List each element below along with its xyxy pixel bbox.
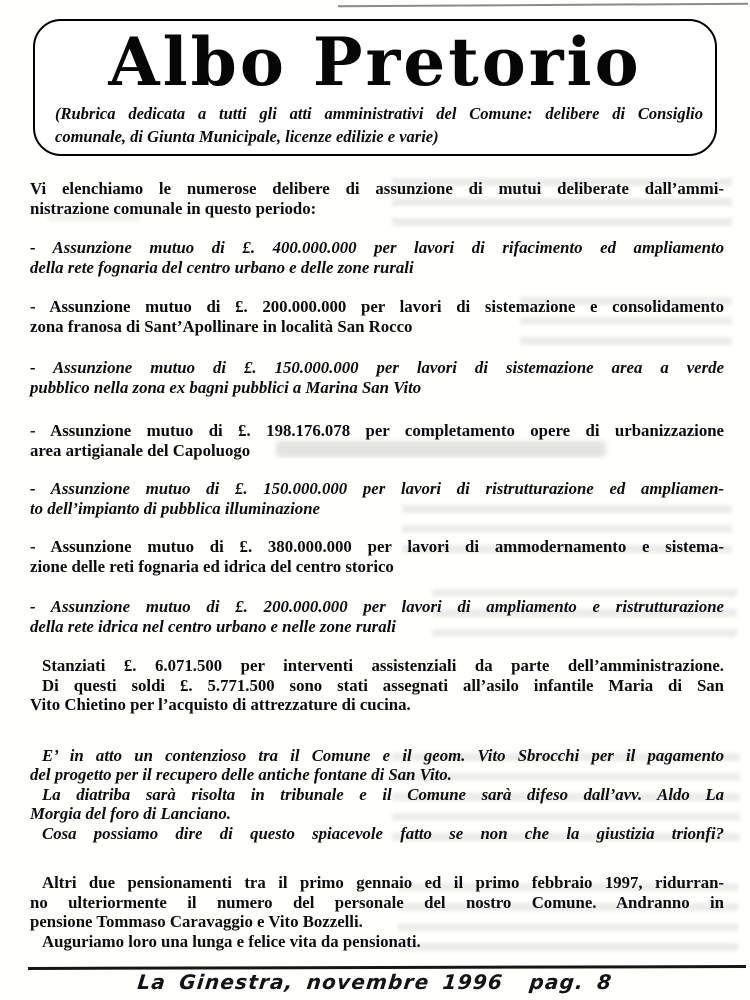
page-title: Albo Pretorio [108, 23, 642, 101]
text-line: - Assunzione mutuo di £. 150.000.000 per lavori di sistemazione area a verde [30, 358, 724, 377]
text-line: Vito Chietino per l’acquisto di attrezzature di cucina. [30, 695, 411, 714]
paragraph-pensionamenti [30, 873, 724, 951]
paragraph-mutuo-centro-storico [30, 537, 724, 576]
text-line: - Assunzione mutuo di £. 150.000.000 per lavori di ristrutturazione ed ampliamen- [30, 479, 724, 498]
footer-rule [28, 965, 746, 969]
text-line: zona franosa di Sant’Apollinare in località San Rocco [30, 316, 413, 336]
text-line: della rete fognaria del centro urbano e delle zone rurali [30, 257, 414, 277]
text-line: (Rubrica dedicata a tutti gli atti amministrativi del Comune: delibere di Consiglio [55, 104, 703, 123]
text-line: - Assunzione mutuo di £. 400.000.000 per lavori di rifacimento ed ampliamento [30, 238, 724, 257]
paragraph-mutuo-rete-idrica [30, 597, 724, 636]
text-line: - Assunzione mutuo di £. 198.176.078 per completamento opere di urbanizzazione [30, 421, 724, 440]
text-line: Cosa possiamo dire di questo spiacevole fatto se non che la giustizia trionfi? [42, 823, 724, 843]
scan-scratch-line [338, 3, 748, 7]
text-line: - Assunzione mutuo di £. 200.000.000 per lavori di sistemazione e consolidamento [30, 297, 724, 316]
article-body [30, 179, 724, 951]
text-line: to dell’impianto di pubblica illuminazione [30, 498, 320, 518]
text-line: nistrazione comunale in questo periodo: [30, 198, 317, 218]
text-line: E’ in atto un contenzioso tra il Comune e il geom. Vito Sbrocchi per il pagamento [42, 745, 724, 765]
text-line: pubblico nella zona ex bagni pubblici a Marina San Vito [30, 377, 422, 397]
text-line: - Assunzione mutuo di £. 200.000.000 per lavori di ampliamento e ristrutturazione [30, 597, 724, 616]
text-line: della rete idrica nel centro urbano e nelle zone rurali [30, 616, 396, 636]
imprint-text: La Ginestra, novembre 1996 pag. 8 [136, 970, 614, 994]
text-line: Morgia del foro di Lanciano. [30, 804, 231, 823]
text-line: del progetto per il recupero delle antiche fontane di San Vito. [30, 765, 452, 784]
text-line: area artigianale del Capoluogo [30, 440, 251, 460]
text-line: Altri due pensionamenti tra il primo gennaio ed il primo febbraio 1997, ridurran- [42, 873, 724, 892]
text-line: zione delle reti fognaria ed idrica del centro storico [30, 556, 394, 576]
text-line: Vi elenchiamo le numerose delibere di assunzione di mutui deliberate dall’ammi- [30, 179, 724, 198]
masthead-subtitle [55, 102, 703, 148]
text-line: Di questi soldi £. 5.771.500 sono stati assegnati all’asilo infantile Maria di San [42, 675, 724, 695]
paragraph-mutuo-illuminazione [30, 479, 724, 518]
text-line: no ulteriormente il numero del personale del nostro Comune. Andranno in [30, 892, 724, 912]
paragraph-contenzioso-fontane [30, 746, 724, 844]
text-line: - Assunzione mutuo di £. 380.000.000 per lavori di ammodernamento e sistema- [30, 537, 724, 556]
paragraph-intro [30, 179, 724, 218]
paragraph-mutuo-zona-franosa [30, 297, 724, 336]
text-line: Stanziati £. 6.071.500 per interventi assistenziali da parte dell’amministrazione. [42, 656, 724, 675]
paragraph-mutuo-urbanizzazione [30, 421, 724, 460]
paragraph-mutuo-verde-pubblico [30, 358, 724, 397]
paragraph-mutuo-rete-fognaria [30, 238, 724, 277]
text-line: comunale, di Giunta Municipale, licenze edilizie e varie) [55, 127, 439, 146]
text-line: La diatriba sarà risolta in tribunale e il Comune sarà difeso dall’avv. Aldo La [42, 784, 724, 804]
paragraph-stanziamenti-assistenziali [30, 656, 724, 715]
masthead-box [33, 19, 717, 156]
text-line: pensione Tommaso Caravaggio e Vito Bozzelli. [30, 912, 363, 931]
text-line: Auguriamo loro una lunga e felice vita da pensionati. [42, 931, 421, 951]
